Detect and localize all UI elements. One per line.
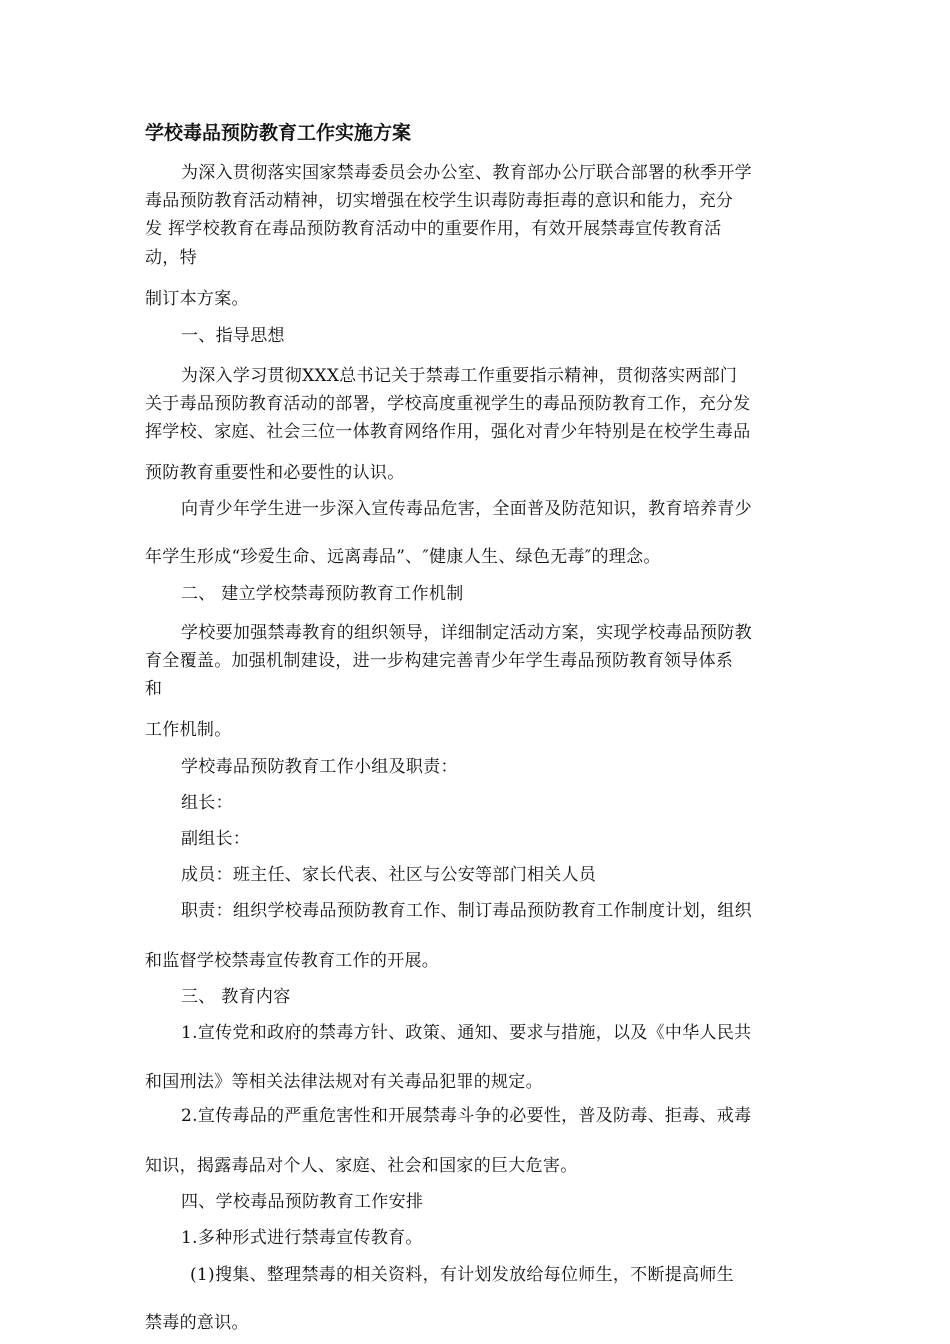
paragraph-line: 预防教育重要性和必要性的认识。 <box>145 463 405 483</box>
members-line: 成员：班主任、家长代表、社区与公安等部门相关人员 <box>181 865 597 885</box>
section-heading: 二、 建立学校禁毒预防教育工作机制 <box>181 584 464 604</box>
paragraph-line: 禁毒的意识。 <box>145 1313 249 1333</box>
paragraph-line: 挥学校、家庭、社会三位一体教育网络作用，强化对青少年特别是在校学生毒品 <box>145 422 751 442</box>
paragraph-line: 学校要加强禁毒教育的组织领导，详细制定活动方案，实现学校毒品预防教 <box>181 623 752 643</box>
paragraph-line: 育全覆盖。加强机制建设，进一步构建完善青少年学生毒品预防教育领导体系 <box>145 651 734 671</box>
paragraph-line: 年学生形成“珍爱生命、远离毒品”、″健康人生、绿色无毒″的理念。 <box>145 547 661 567</box>
paragraph-line: 学校毒品预防教育工作小组及职责： <box>181 757 458 777</box>
list-item: 1.多种形式进行禁毒宣传教育。 <box>181 1228 423 1248</box>
list-item: 1.宣传党和政府的禁毒方针、政策、通知、要求与措施，以及《中华人民共 <box>181 1023 752 1043</box>
paragraph-line: 和 <box>145 679 163 699</box>
list-item: 2.宣传毒品的严重危害性和开展禁毒斗争的必要性，普及防毒、拒毒、戒毒 <box>181 1106 752 1126</box>
paragraph-line: 关于毒品预防教育活动的部署，学校高度重视学生的毒品预防教育工作，充分发 <box>145 394 751 414</box>
paragraph-line: 制订本方案。 <box>145 289 249 309</box>
paragraph-line: 向青少年学生进一步深入宣传毒品危害，全面普及防范知识，教育培养青少 <box>181 499 752 519</box>
section-heading: 四、学校毒品预防教育工作安排 <box>181 1192 424 1212</box>
paragraph-line: 毒品预防教育活动精神，切实增强在校学生识毒防毒拒毒的意识和能力，充分 <box>145 191 734 211</box>
paragraph-line: 和监督学校禁毒宣传教育工作的开展。 <box>145 951 440 971</box>
paragraph-line: 发 挥学校教育在毒品预防教育活动中的重要作用，有效开展禁毒宣传教育活 <box>145 219 722 239</box>
paragraph-line: 和国刑法》等相关法律法规对有关毒品犯罪的规定。 <box>145 1072 543 1092</box>
paragraph-line: 知识，揭露毒品对个人、家庭、社会和国家的巨大危害。 <box>145 1156 578 1176</box>
deputy-leader-line: 副组长： <box>181 829 251 849</box>
list-item: (1)搜集、整理禁毒的相关资料，有计划发放给每位师生，不断提高师生 <box>190 1265 734 1285</box>
document-title: 学校毒品预防教育工作实施方案 <box>145 122 412 144</box>
paragraph-line: 工作机制。 <box>145 720 232 740</box>
section-heading: 三、 教育内容 <box>181 987 291 1007</box>
section-heading: 一、指导思想 <box>181 326 285 346</box>
group-leader-line: 组长： <box>181 793 233 813</box>
paragraph-line: 为深入贯彻落实国家禁毒委员会办公室、教育部办公厅联合部署的秋季开学 <box>181 163 752 183</box>
duties-line: 职责：组织学校毒品预防教育工作、制订毒品预防教育工作制度计划，组织 <box>181 901 752 921</box>
paragraph-line: 为深入学习贯彻XXX总书记关于禁毒工作重要指示精神，贯彻落实两部门 <box>181 366 738 386</box>
paragraph-line: 动，特 <box>145 248 197 268</box>
